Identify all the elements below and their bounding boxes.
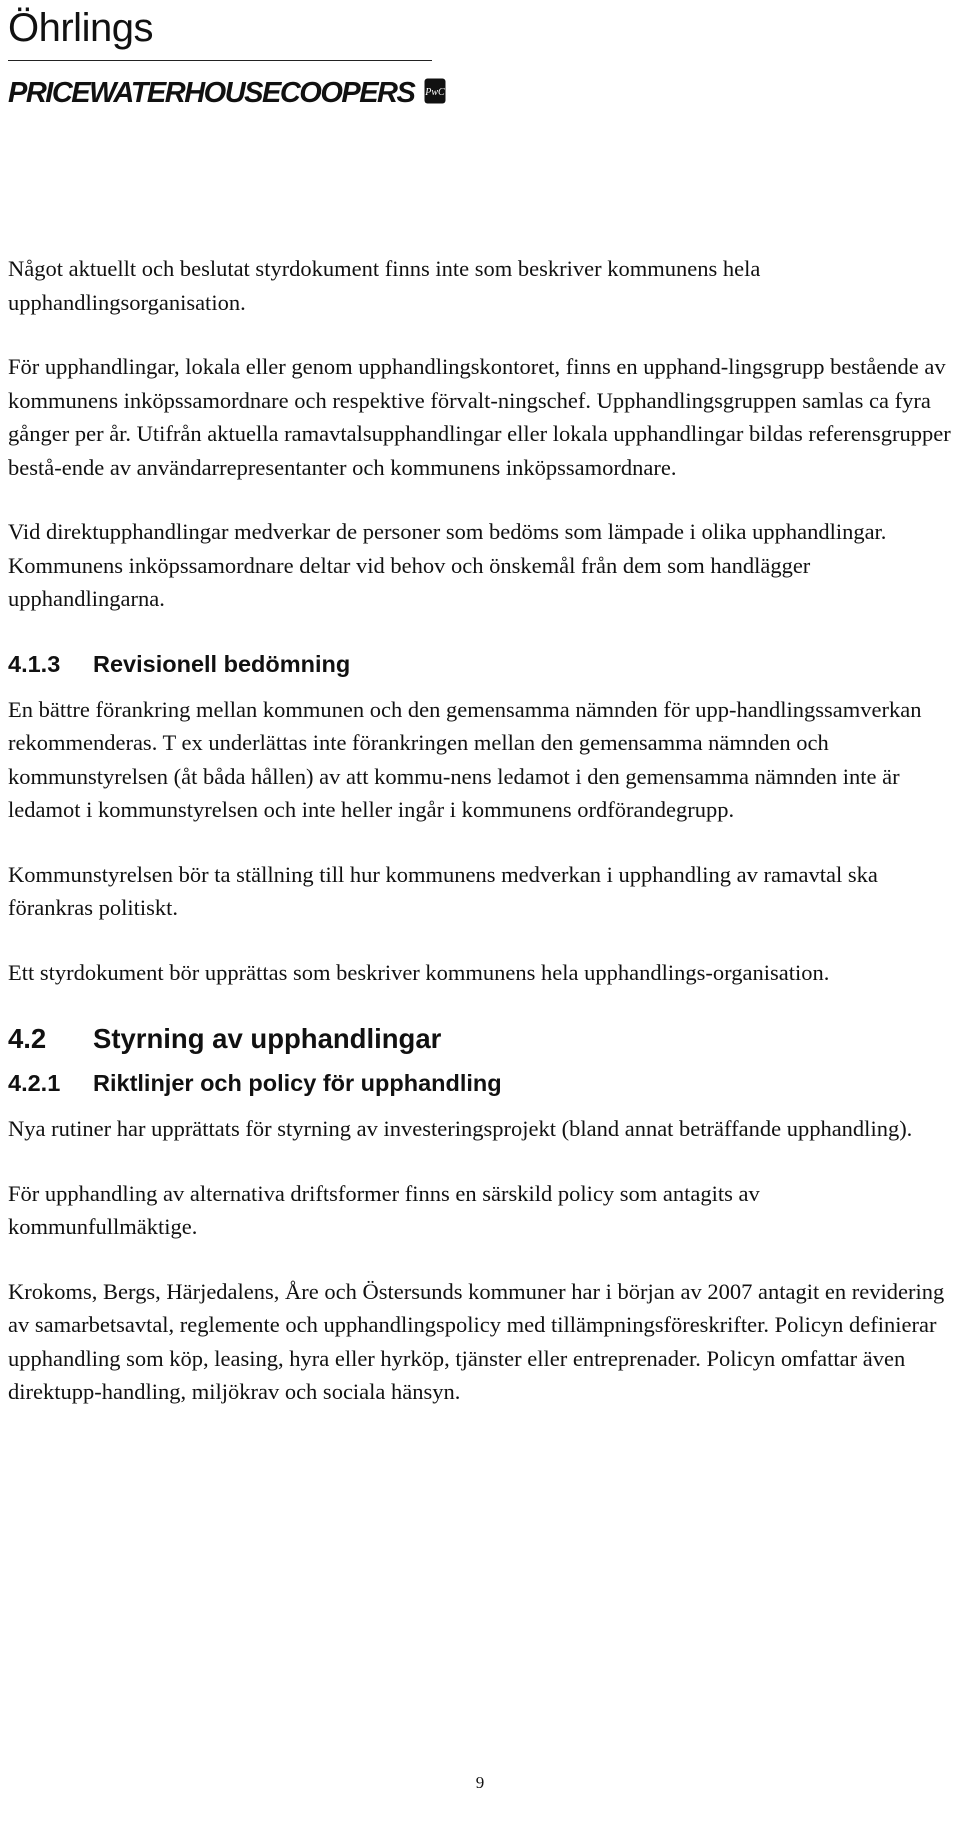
pwc-seal-icon (424, 78, 446, 109)
section-heading-4-1-3 (8, 647, 953, 681)
section-heading-4-2-1 (8, 1066, 953, 1100)
brand-name-ohrlings: Öhrlings (8, 6, 153, 50)
section-title: Revisionell bedömning (93, 650, 351, 677)
brand-logo (8, 77, 446, 110)
page-header (8, 0, 446, 110)
section-number: 4.1.3 (8, 650, 61, 677)
paragraph: Något aktuellt och beslutat styrdokument finns inte som beskriver kommunens hela upphandlingsorganisation. (8, 256, 761, 315)
document-body (8, 252, 953, 1440)
paragraph: Ett styrdokument bör upprättas som beskriver kommunens hela upphandlings-organisation. (8, 959, 830, 985)
section-title: Riktlinjer och policy för upphandling (93, 1070, 502, 1096)
paragraph: Krokoms, Bergs, Härjedalens, Åre och Östersunds kommuner har i början av 2007 antagit en revidering av samarbetsavtal, reglemente och upphandlingspolicy med tillämpningsföreskrifter. Policyn definierar upphandling som köp, leasing, hyra eller hyrköp, tjänster eller entreprenader. Policyn omfattar även direktupp-handling, miljökrav och sociala hänsyn. (8, 1278, 945, 1404)
svg-text:PwC: PwC (425, 87, 446, 98)
brand-divider (8, 60, 432, 61)
section-number: 4.2.1 (8, 1070, 61, 1096)
paragraph: Nya rutiner har upprättats för styrning av investeringsprojekt (bland annat beträffande upphandling). (8, 1116, 913, 1141)
section-title: Styrning av upphandlingar (93, 1023, 442, 1054)
page-number: 9 (475, 1773, 485, 1792)
paragraph: Vid direktupphandlingar medverkar de personer som bedöms som lämpade i olika upphandlingar. Kommunens inköpssamordnare deltar vid behov och önskemål från dem som handlägger upphandlingarna. (8, 519, 887, 611)
paragraph: För upphandling av alternativa driftsformer finns en särskild policy som antagits av kommunfullmäktige. (8, 1180, 760, 1239)
paragraph: En bättre förankring mellan kommunen och den gemensamma nämnden för upp-handlingssamverkan rekommenderas. T ex underlättas inte förankringen mellan den gemensamma nämnden och kommunstyrelsen (åt båda hållen) av att kommu-nens ledamot i den gemensamma nämnden inte är ledamot i kommunstyrelsen och inte heller ingår i kommunens ordförandegrupp. (8, 696, 922, 822)
section-heading-4-2 (8, 1020, 953, 1058)
brand-name-pwc: PRICEWATERHOUSECOOPERS (8, 77, 415, 109)
paragraph: Kommunstyrelsen bör ta ställning till hur kommunens medverkan i upphandling av ramavtal ska förankras politiskt. (8, 861, 878, 920)
paragraph: För upphandlingar, lokala eller genom upphandlingskontoret, finns en upphand-lingsgrupp bestående av kommunens inköpssamordnare och respektive förvalt-ningschef. Upphandlingsgruppen samlas ca fyra gånger per år. Utifrån aktuella ramavtalsupphandlingar eller lokala upphandlingar bildas referensgrupper bestå-ende av användarrepresentanter och kommunens inköpssamordnare. (8, 354, 951, 480)
section-number: 4.2 (8, 1023, 47, 1054)
